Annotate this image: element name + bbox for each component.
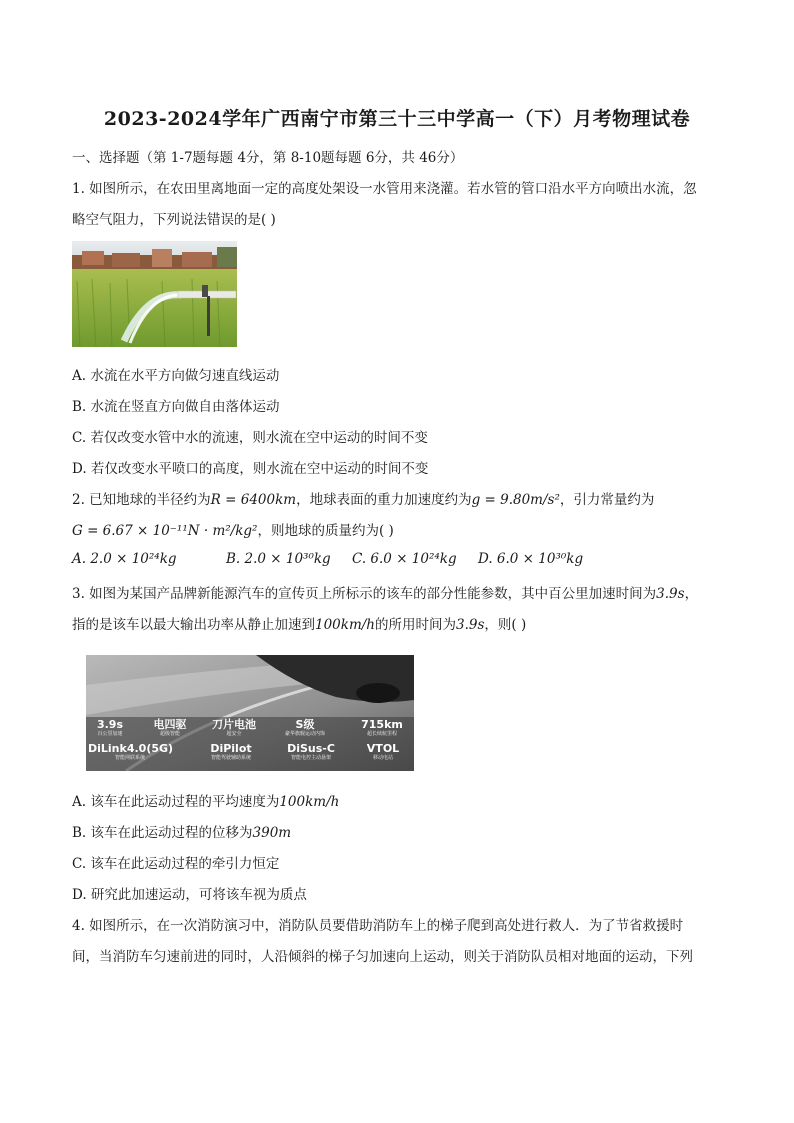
q2-stem-line2	[72, 519, 394, 539]
q3-stem-text-b: ，	[684, 586, 699, 602]
q1-stem-line2: 略空气阻力，下列说法错误的是( )	[72, 212, 276, 228]
q3-option-b	[72, 821, 291, 841]
q3-option-a-text: A. 该车在此运动过程的平均速度为	[72, 794, 280, 810]
q2-stem-text-c: ，引力常量约为	[559, 492, 655, 508]
q3-time-value: 3.9s	[656, 586, 685, 602]
spec-disus-value: DiSus-C	[287, 742, 335, 755]
spec-interior-caption: 豪华旗舰运动内饰	[284, 731, 325, 737]
spec-vtol-value: VTOL	[366, 742, 400, 755]
q2-option-b: B. 2.0 × 10³⁰kg	[226, 551, 331, 567]
spec-dipilot-caption: 智能驾驶辅助系统	[210, 755, 251, 761]
q1-stem-line1: 1. 如图所示，在农田里离地面一定的高度处架设一水管用来浇灌。若水管的管口沿水平方向喷出水流，忽	[72, 181, 697, 197]
spec-acceleration-caption: 百公里加速	[97, 731, 123, 737]
q1-option-c: C. 若仅改变水管中水的流速，则水流在空中运动的时间不变	[72, 430, 428, 446]
spec-awd	[146, 719, 194, 738]
q2-gravitational-constant: G = 6.67 × 10⁻¹¹N · m²/kg²	[72, 523, 258, 539]
spec-dilink	[88, 743, 172, 762]
q3-stem-text-d: 的所用时间为	[375, 617, 456, 633]
spec-vtol-caption: 移动电站	[372, 755, 393, 761]
q2-stem-line1	[72, 488, 654, 508]
q1-option-b: B. 水流在竖直方向做自由落体运动	[72, 399, 280, 415]
car-spec-figure	[86, 655, 414, 771]
spec-battery-value: 刀片电池	[212, 718, 256, 731]
spec-awd-value: 电四驱	[153, 718, 187, 731]
spec-range	[354, 719, 410, 738]
q2-radius-value: R = 6400km	[210, 492, 297, 508]
q2-stem-text-d: ，则地球的质量约为( )	[257, 523, 394, 539]
q3-option-b-value: 390m	[252, 825, 292, 841]
q3-option-c	[72, 852, 279, 872]
spec-interior	[274, 719, 336, 738]
q3-time-value-2: 3.9s	[456, 617, 485, 633]
q4-stem-line2: 间，当消防车匀速前进的同时，人沿倾斜的梯子匀加速向上运动，则关于消防队员相对地面的运动，下列	[72, 949, 693, 965]
spec-range-value: 715km	[361, 718, 403, 731]
spec-acceleration	[88, 719, 132, 738]
spec-acceleration-value: 3.9s	[96, 718, 124, 731]
spec-range-caption: 超长续航里程	[366, 731, 397, 737]
spec-dipilot	[196, 743, 266, 762]
spec-dilink-caption: 智能网联系统	[114, 755, 145, 761]
spec-battery	[206, 719, 262, 738]
q1-option-d: D. 若仅改变水平喷口的高度，则水流在空中运动的时间不变	[72, 461, 429, 477]
q1-option-a: A. 水流在水平方向做匀速直线运动	[72, 368, 280, 384]
irrigation-illustration	[72, 241, 237, 347]
q3-stem-text-a: 3. 如图为某国产品牌新能源汽车的宣传页上所标示的该车的部分性能参数，其中百公里加速时间为	[72, 586, 657, 602]
q3-stem-line2	[72, 613, 526, 633]
q3-stem-line1	[72, 582, 698, 602]
section-heading: 一、选择题（第 1-7题每题 4分，第 8-10题每题 6分，共 46分）	[72, 150, 464, 166]
q4-stem-line1: 4. 如图所示，在一次消防演习中，消防队员要借助消防车上的梯子爬到高处进行救人．为了节省救援时	[72, 918, 684, 934]
q3-stem-text-c: 指的是该车以最大输出功率从静止加速到	[72, 617, 315, 633]
spec-battery-caption: 超安全	[226, 731, 242, 737]
exam-title: 2023-2024学年广西南宁市第三十三中学高一（下）月考物理试卷	[103, 108, 691, 130]
q3-stem-text-e: ，则( )	[484, 617, 527, 633]
spec-awd-caption: 超级智能	[159, 731, 180, 737]
q2-option-d: D. 6.0 × 10³⁰kg	[478, 551, 584, 567]
spec-vtol	[358, 743, 408, 762]
spec-dilink-value: DiLink4.0(5G)	[88, 742, 174, 755]
q2-option-c: C. 6.0 × 10²⁴kg	[352, 551, 457, 567]
q3-speed-value: 100km/h	[315, 617, 375, 633]
q3-option-c-text: C. 该车在此运动过程的牵引力恒定	[72, 856, 280, 872]
irrigation-figure	[72, 241, 237, 347]
spec-disus	[278, 743, 344, 762]
q2-option-a: A. 2.0 × 10²⁴kg	[72, 551, 177, 567]
q3-option-d-text: D. 研究此加速运动，可将该车视为质点	[72, 887, 307, 903]
q3-option-b-text: B. 该车在此运动过程的位移为	[72, 825, 253, 841]
spec-disus-caption: 智能电控主动悬架	[290, 755, 331, 761]
q3-option-d	[72, 883, 307, 903]
q2-stem-text-a: 2. 已知地球的半径约为	[72, 492, 211, 508]
q3-option-a-value: 100km/h	[279, 794, 340, 810]
q3-option-a	[72, 790, 339, 810]
q2-stem-text-b: ，地球表面的重力加速度约为	[296, 492, 472, 508]
spec-interior-value: S级	[295, 718, 315, 731]
spec-dipilot-value: DiPilot	[210, 742, 252, 755]
q2-gravity-value: g = 9.80m/s²	[471, 492, 560, 508]
